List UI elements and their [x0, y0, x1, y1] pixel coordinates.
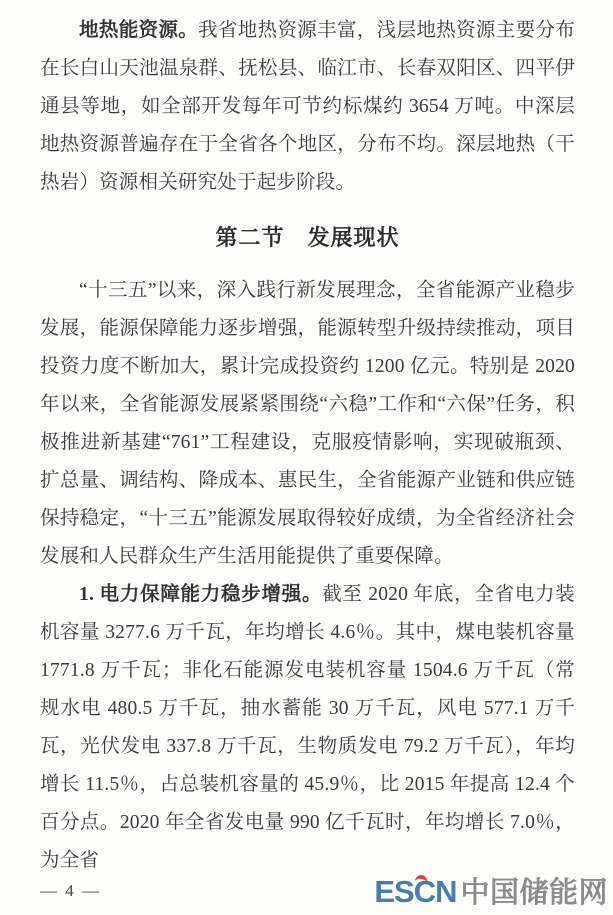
page-number: — 4 — [40, 881, 101, 900]
page-footer [40, 869, 613, 911]
section-heading: 第二节 发展现状 [215, 225, 400, 250]
escn-brand-text: ESCN [374, 874, 457, 909]
paragraph-power-body: 截至 2020 年底，全省电力装机容量 3277.6 万千瓦，年均增长 4.6％。其中，煤电装机容量 1771.8 万千瓦；非化石能源发电装机容量 1504.6 万千瓦（常规水电 480.5 万千瓦，抽水蓄能 30 万千瓦，风电 577.1 万千瓦，光伏发电 337.8 万千瓦，生物质发电 79.2 万千瓦），年均增长 11.5％，占总装机容量的 45.9％，比 2015 年提高 12.4 个百分点。2020 年全省发电量 990 亿千瓦时，年均增长 7.0％，为全省 [40, 584, 575, 871]
paragraph-power-capacity [40, 576, 575, 880]
paragraph-geothermal-body: 我省地热资源丰富，浅层地热资源主要分布在长白山天池温泉群、抚松县、临江市、长春双阳区、四平伊通县等地，如全部开发每年可节约标煤约 3654 万吨。中深层地热资源普遍存在于全省各个地区，分布不均。深层地热（干热岩）资源相关研究处于起步阶段。 [40, 20, 575, 193]
paragraph-geothermal-lead: 地热能资源。 [79, 20, 199, 41]
site-name-text: 中国储能网 [460, 877, 608, 909]
paragraph-power-lead: 1. 电力保障能力稳步增强。 [79, 584, 323, 605]
paragraph-geothermal [40, 12, 575, 202]
paragraph-13th-five-year: “十三五”以来，深入践行新发展理念，全省能源产业稳步发展，能源保障能力逐步增强，能源转型升级持续推动，项目投资力度不断加大，累计完成投资约 1200 亿元。特别是 2020 年以来，全省能源发展紧紧围绕“六稳”工作和“六保”任务，积极推进新基建“761”工程建设，克服疫情影响，实现破瓶颈、扩总量、调结构、降成本、惠民生，全省能源产业链和供应链保持稳定，“十三五”能源发展取得较好成绩，为全省经济社会发展和人民群众生产生活用能提供了重要保障。 [40, 280, 575, 567]
escn-watermark-logo [374, 870, 613, 911]
escn-brand [374, 874, 456, 910]
